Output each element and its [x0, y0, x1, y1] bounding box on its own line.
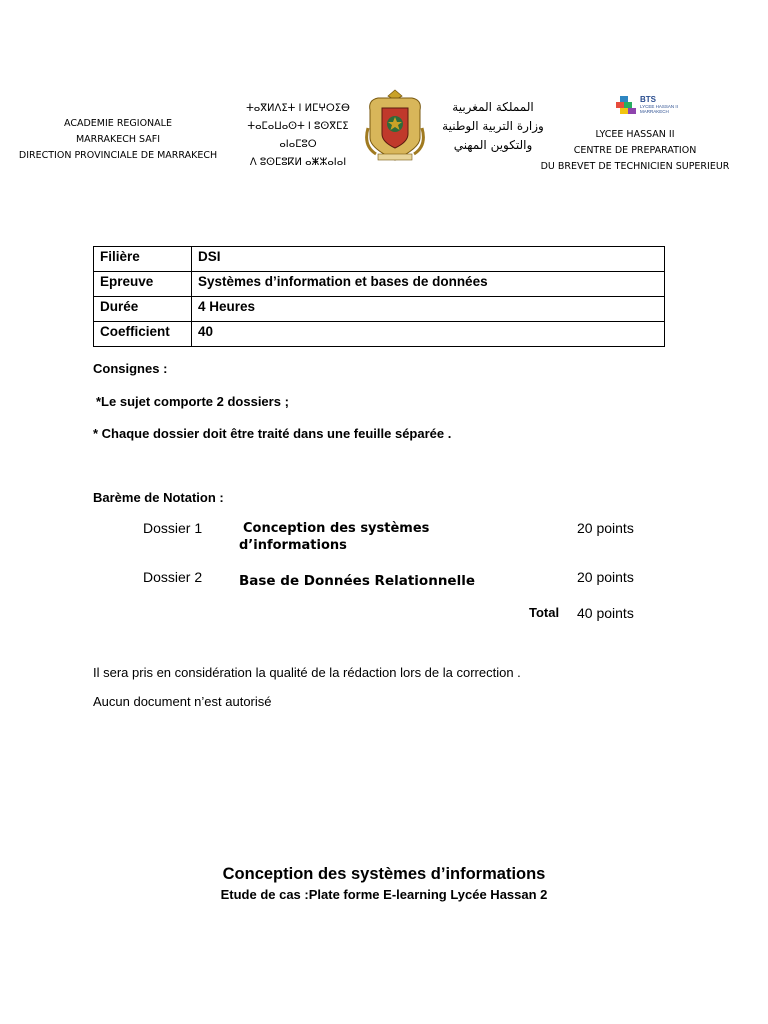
info-value: DSI	[192, 247, 665, 272]
bts-logo-mark-icon	[614, 96, 638, 118]
instructions-title: Consignes :	[93, 361, 168, 376]
school-header	[530, 127, 740, 175]
note-line-1: Il sera pris en considération la qualité de la rédaction lors de la correction .	[93, 665, 521, 680]
note-line-2: Aucun document n’est autorisé	[93, 694, 272, 709]
total-points: 40 points	[577, 605, 634, 621]
bts-logo-text: BTS	[640, 95, 656, 104]
header-left-line-3: DIRECTION PROVINCIALE DE MARRAKECH	[18, 150, 218, 161]
info-value: 40	[192, 322, 665, 347]
section-title: Conception des systèmes d’informations	[222, 865, 546, 883]
academy-header	[14, 116, 222, 164]
bts-logo-subtext: LYCEE HASSAN II MARRAKECH	[640, 104, 678, 114]
arabic-line-2: وزارة التربية الوطنية	[442, 119, 544, 133]
info-key: Durée	[94, 297, 192, 322]
table-row	[94, 297, 665, 322]
instruction-line-2: * Chaque dossier doit être traité dans une feuille séparée .	[93, 426, 452, 441]
exam-info-table	[93, 246, 665, 347]
bareme-title: Barème de Notation :	[93, 490, 224, 505]
info-key: Coefficient	[94, 322, 192, 347]
dossier-2-label: Dossier 2	[143, 569, 203, 585]
coat-of-arms-emblem	[364, 88, 426, 164]
dossier-1-title-line-2: d’informations	[239, 538, 347, 553]
dossier-2-points: 20 points	[577, 569, 634, 585]
tifinagh-header	[246, 100, 350, 172]
header-left-line-1: ACADEMIE REGIONALE	[64, 118, 172, 129]
header-right-line-3: DU BREVET DE TECHNICIEN SUPERIEUR	[540, 161, 730, 172]
header-right-line-1: LYCEE HASSAN II	[595, 129, 675, 140]
total-label: Total	[529, 605, 560, 620]
header-right-line-2: CENTRE DE PREPARATION	[573, 145, 697, 156]
tifinagh-line-2: ⵜⴰⵎⴰⵡⴰⵙⵜ ⵏ ⵓⵙⴳⵎⵉ ⴰⵏⴰⵎⵓⵔ	[247, 121, 349, 150]
arabic-line-1: المملكة المغربية	[452, 100, 534, 114]
info-key: Filière	[94, 247, 192, 272]
dossier-2-title: Base de Données Relationnelle	[239, 573, 475, 589]
dossier-1-label: Dossier 1	[143, 520, 203, 536]
section-subtitle: Etude de cas :Plate forme E-learning Lycée Hassan 2	[220, 887, 548, 902]
tifinagh-line-3: ⴷ ⵓⵙⵎⵓⴽⵍ ⴰⵥⵣⴰⵏⴰⵏ	[249, 157, 347, 168]
table-row	[94, 272, 665, 297]
header-left-line-2: MARRAKECH SAFI	[75, 134, 160, 145]
dossier-1-title-line-1: Conception des systèmes	[243, 521, 430, 536]
arabic-line-3: والتكوين المهني	[453, 138, 533, 152]
info-value: Systèmes d’information et bases de données	[192, 272, 665, 297]
table-row	[94, 247, 665, 272]
dossier-1-points: 20 points	[577, 520, 634, 536]
info-value: 4 Heures	[192, 297, 665, 322]
info-key: Epreuve	[94, 272, 192, 297]
table-row	[94, 322, 665, 347]
bts-logo	[614, 95, 694, 121]
tifinagh-line-1: ⵜⴰⴳⵍⴷⵉⵜ ⵏ ⵍⵎⵖⵔⵉⴱ	[246, 103, 350, 114]
instruction-line-1: *Le sujet comporte 2 dossiers ;	[96, 394, 289, 409]
